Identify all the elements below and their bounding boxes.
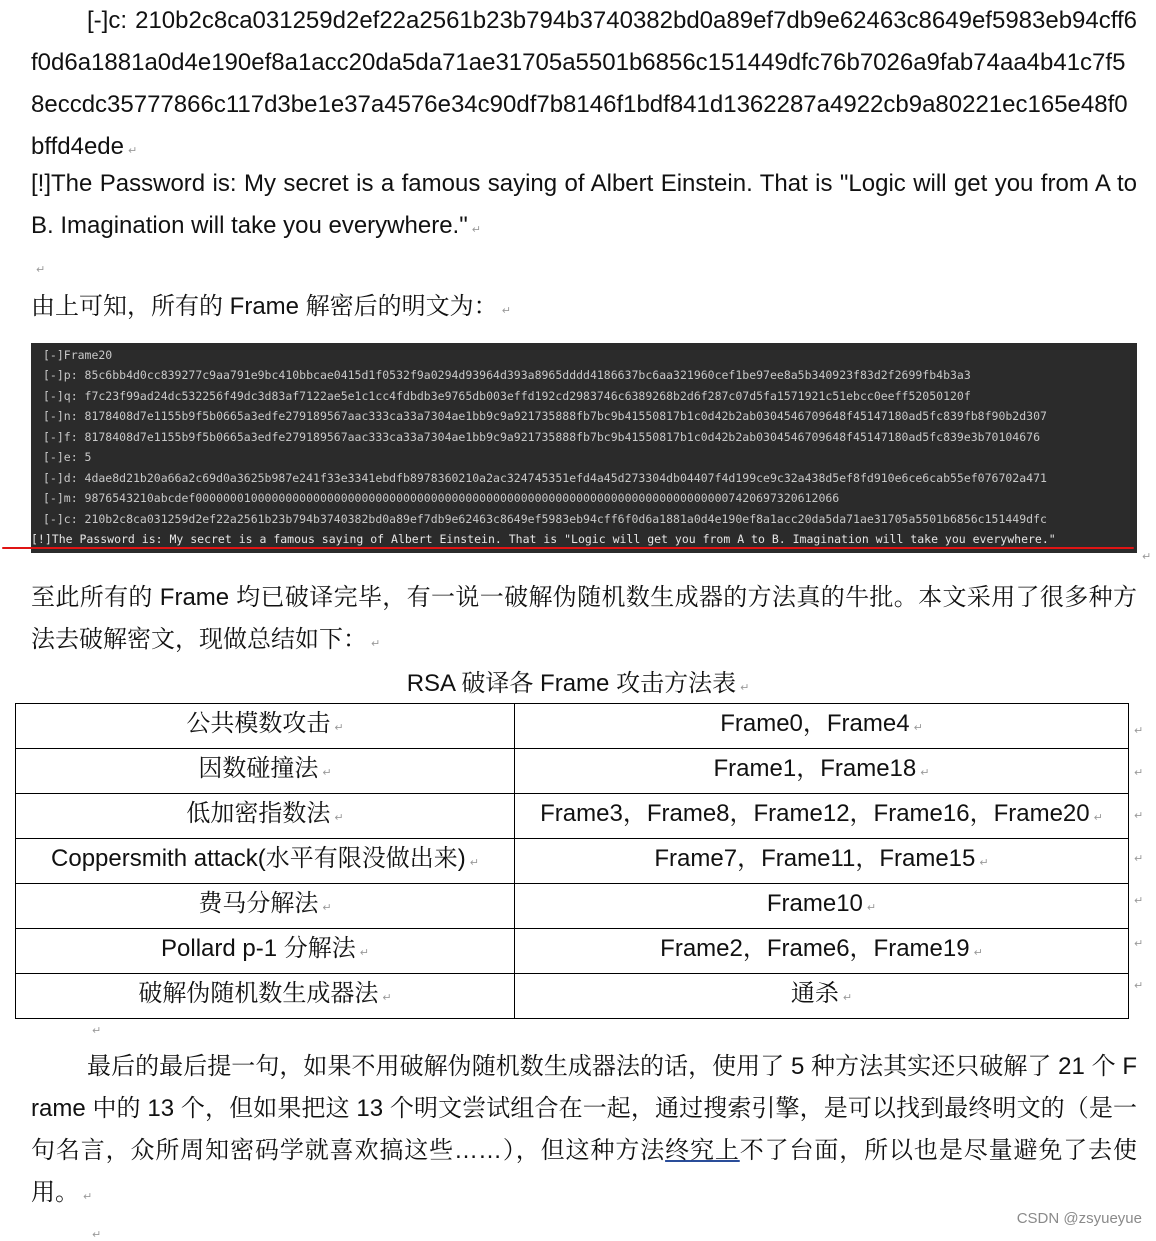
table-row xyxy=(16,704,1129,749)
table-row xyxy=(16,884,1129,929)
paragraph-mark-icon: ↵ xyxy=(92,1229,102,1241)
paragraph-mark-icon: ↵ xyxy=(1134,853,1144,865)
terminal-line: [-]n: 8178408d7e1155b9f5b0665a3edfe279189567aac333ca33a7304ae1bb9c9a921735888fb7bc9b41550817b1c0d42b2ab0304546709648f45147180ad5fc839fb8f90b2d307 xyxy=(43,409,1047,423)
terminal-line: [-]q: f7c23f99ad24dc532256f49dc3d83af7122ae5e1c1cc4fdbdb3e9765db003effd192cd2983746c6389268b2d6f287c07d5fa1571921c51ebcc0eeff52050120f xyxy=(43,389,971,403)
paragraph-mark-icon: ↵ xyxy=(1134,810,1144,822)
method-cell: 因数碰撞法 ↵ xyxy=(16,749,515,794)
attack-methods-table xyxy=(15,703,1129,1019)
terminal-line: [-]e: 5 xyxy=(43,450,92,464)
cipher-paragraph xyxy=(31,0,1137,172)
paragraph-mark-icon: ↵ xyxy=(1134,980,1144,992)
paragraph-mark-icon: ↵ xyxy=(1134,895,1144,907)
intro-sentence: 由上可知，所有的 Frame 解密后的明文为： ↵ xyxy=(31,293,511,320)
paragraph-mark-icon: ↵ xyxy=(471,224,481,236)
table-row xyxy=(16,974,1129,1019)
cipher-text: [-]c: 210b2c8ca031259d2ef22a2561b23b794b3740382bd0a89ef7db9e62463c8649ef5983eb94cff6f0d6a1881a0d4e190ef8a1acc20da5da71ae31705a5501b6856c151449dfc76b7026a9fab74aa4b41c7f58eccdc35777866c117d3be1e37a4576e34c90df7b8146f1bdf841d1362287a4922cb9a80221ec165e48f0bffd4ede xyxy=(31,7,1137,160)
terminal-line: [-]d: 4dae8d21b20a66a2c69d0a3625b987e241f33e3341ebdfb8978360210a2ac324745351efd4a45d273304db04407f4d199ce9c32a438d5ef8fd910e6ce6cab55ef076702a471 xyxy=(43,471,1047,485)
frames-cell: Frame2，Frame6，Frame19 ↵ xyxy=(515,929,1129,974)
paragraph-mark-icon: ↵ xyxy=(740,682,750,694)
paragraph-mark-icon: ↵ xyxy=(92,1025,102,1037)
terminal-line: [-]p: 85c6bb4d0cc839277c9aa791e9bc410bbcae0415d1f0532f9a0294d93964d393a8965dddd4186637bc6aa321960cef1be97ee8a5b340923f83d2f2699fb4b3a3 xyxy=(43,368,971,382)
method-cell: 公共模数攻击 ↵ xyxy=(16,704,515,749)
red-underline-annotation xyxy=(2,547,1134,549)
table-row xyxy=(16,839,1129,884)
paragraph-mark-icon: ↵ xyxy=(501,305,511,317)
frames-cell: Frame3，Frame8，Frame12，Frame16，Frame20 ↵ xyxy=(515,794,1129,839)
frames-cell: Frame1，Frame18 ↵ xyxy=(515,749,1129,794)
method-cell: 破解伪随机数生成器法 ↵ xyxy=(16,974,515,1019)
table-caption: RSA 破译各 Frame 攻击方法表 ↵ xyxy=(406,670,750,697)
paragraph-mark-icon: ↵ xyxy=(1134,725,1144,737)
terminal-screenshot xyxy=(31,343,1137,553)
terminal-line: [-]c: 210b2c8ca031259d2ef22a2561b23b794b3740382bd0a89ef7db9e62463c8649ef5983eb94cff6f0d6a1881a0d4e190ef8a1acc20da5da71ae31705a5501b6856c151449dfc xyxy=(43,512,1047,526)
terminal-password-line: [!]The Password is: My secret is a famous saying of Albert Einstein. That is "Logic will get you from A to B. Imagination will take you everywhere." xyxy=(31,532,1056,546)
csdn-watermark: CSDN @zsyueyue xyxy=(1016,1210,1142,1227)
frames-cell: Frame10 ↵ xyxy=(515,884,1129,929)
terminal-line: [-]m: 9876543210abcdef000000010000000000000000000000000000000000000000000000000000000000000000000007420697320612066 xyxy=(43,491,840,505)
paragraph-mark-icon: ↵ xyxy=(83,1191,93,1203)
frames-cell: Frame7，Frame11，Frame15 ↵ xyxy=(515,839,1129,884)
underlined-phrase: 终究上 xyxy=(665,1137,740,1164)
summary-paragraph: 至此所有的 Frame 均已破译完毕，有一说一破解伪随机数生成器的方法真的牛批。本文采用了很多种方法去破解密文，现做总结如下： ↵ xyxy=(31,584,1137,653)
terminal-line: [-]f: 8178408d7e1155b9f5b0665a3edfe279189567aac333ca33a7304ae1bb9c9a921735888fb7bc9b41550817b1c0d42b2ab0304546709648f45147180ad5fc839e3b70104676 xyxy=(43,430,1040,444)
paragraph-mark-icon: ↵ xyxy=(36,264,46,276)
frames-cell: Frame0，Frame4 ↵ xyxy=(515,704,1129,749)
terminal-line: [-]Frame20 xyxy=(43,348,113,362)
password-text: [!]The Password is: My secret is a famous saying of Albert Einstein. That is "Logic will get you from A to B. Imagination will take you everywhere." xyxy=(31,170,1137,239)
method-cell: 费马分解法 ↵ xyxy=(16,884,515,929)
table-row xyxy=(16,749,1129,794)
final-paragraph: 最后的最后提一句，如果不用破解伪随机数生成器法的话，使用了 5 种方法其实还只破解了 21 个 Frame 中的 13 个，但如果把这 13 个明文尝试组合在一起，通过搜索引擎，是可以找到最终明文的（是一句名言，众所周知密码学就喜欢搞这些……），但这种方法终究上不了台面，所以也是尽量避免了去使用。 ↵ xyxy=(31,1053,1138,1206)
password-paragraph xyxy=(31,163,1137,251)
method-cell: Pollard p-1 分解法 ↵ xyxy=(16,929,515,974)
table-row xyxy=(16,929,1129,974)
method-cell: 低加密指数法 ↵ xyxy=(16,794,515,839)
method-cell: Coppersmith attack(水平有限没做出来) ↵ xyxy=(16,839,515,884)
table-row xyxy=(16,794,1129,839)
paragraph-mark-icon: ↵ xyxy=(1142,551,1152,563)
paragraph-mark-icon: ↵ xyxy=(371,638,381,650)
paragraph-mark-icon: ↵ xyxy=(1134,938,1144,950)
paragraph-mark-icon: ↵ xyxy=(1134,767,1144,779)
paragraph-mark-icon: ↵ xyxy=(128,145,138,157)
frames-cell: 通杀 ↵ xyxy=(515,974,1129,1019)
